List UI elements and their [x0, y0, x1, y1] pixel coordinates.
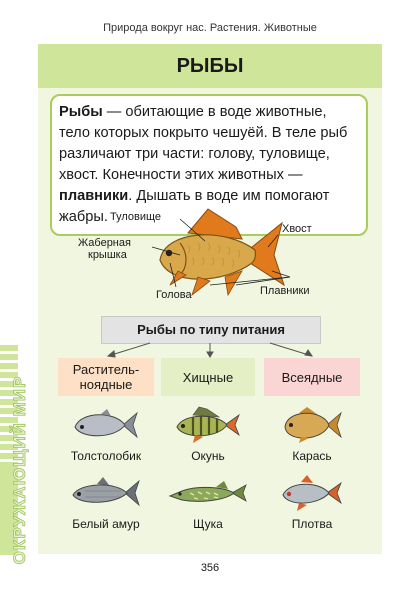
- side-label: ОКРУЖАЮЩИЙ МИР: [10, 375, 29, 565]
- label-head: Голова: [156, 289, 192, 301]
- grass-carp-illustration: [71, 473, 141, 513]
- fish-perch: [158, 405, 258, 463]
- feeding-header: Рыбы по типу питания: [101, 316, 321, 344]
- pike-illustration: [168, 473, 248, 513]
- crucian-illustration: [277, 405, 347, 445]
- fish-silver-carp-name: Толстолобик: [70, 449, 142, 463]
- label-fins: Плавники: [260, 285, 310, 297]
- category-omnivore-label: Всеядные: [281, 369, 343, 385]
- silver-carp-illustration: [71, 405, 141, 445]
- fish-pike-name: Щука: [193, 517, 223, 531]
- intro-text-2: . Дышать в воде им помогают жабры.: [59, 188, 330, 225]
- label-gill-1: Жаберная: [78, 237, 131, 249]
- fish-pike: [158, 473, 258, 531]
- fish-grass-carp-name: Белый амур: [72, 517, 140, 531]
- term-fish: Рыбы: [59, 104, 103, 120]
- fish-grass-carp: [56, 473, 156, 531]
- roach-illustration: [277, 473, 347, 513]
- perch-illustration: [173, 405, 243, 445]
- category-omnivore: [264, 358, 360, 396]
- page-number: 356: [200, 562, 220, 574]
- intro-text-1: — обитающие в воде животные, тело которых покрыто чешуёй. В теле рыб различают три части: голову, туловище, хвост. Конечности этих животных —: [59, 104, 348, 183]
- fish-crucian: [262, 405, 362, 463]
- fish-perch-name: Окунь: [191, 449, 225, 463]
- category-herbivore: [58, 358, 154, 396]
- category-predator: [161, 358, 255, 396]
- fish-crucian-name: Карась: [292, 449, 332, 463]
- category-herbivore-label: Раститель- ноядные: [72, 362, 140, 392]
- term-fins: плавники: [59, 188, 129, 204]
- label-body: Туловище: [110, 211, 162, 223]
- fish-roach: [262, 473, 362, 531]
- label-tail: Хвост: [282, 223, 312, 235]
- page-title: РЫБЫ: [176, 55, 244, 77]
- fish-roach-name: Плотва: [291, 517, 333, 531]
- category-predator-label: Хищные: [182, 369, 234, 385]
- fish-silver-carp: [56, 405, 156, 463]
- label-gill-2: крышка: [88, 249, 127, 261]
- running-head: Природа вокруг нас. Растения. Животные: [103, 22, 317, 34]
